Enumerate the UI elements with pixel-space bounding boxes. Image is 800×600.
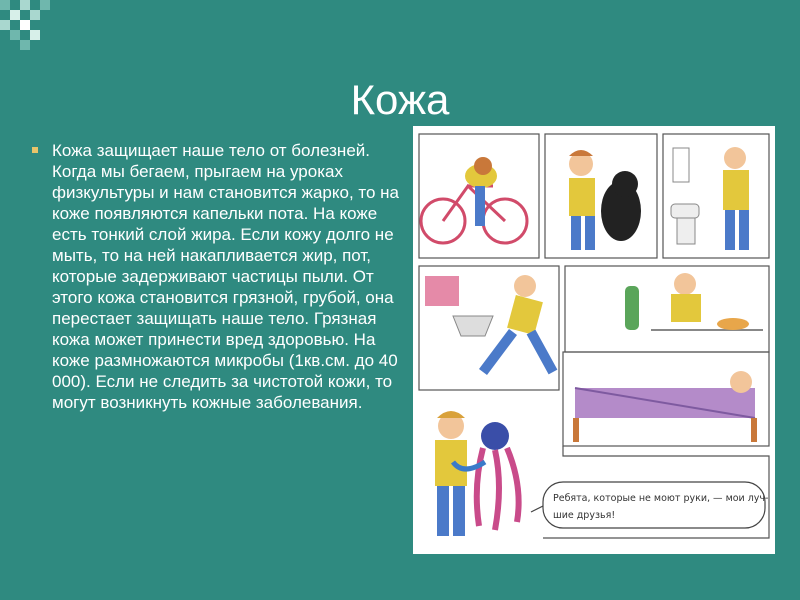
panel-sink [425,275,553,372]
bubble-caption-line-2: шие друзья! [553,510,616,521]
panel-dog [569,150,641,250]
panel-bicycle [421,157,527,243]
bubble-caption-line-1: Ребята, которые не моют руки, — мои луч- [553,493,769,504]
panel-toilet [671,147,749,250]
body-paragraph [30,140,415,413]
bullet-icon [32,147,38,153]
panel-germ [435,411,519,536]
panel-eating [625,273,763,330]
hygiene-illustration [413,126,775,554]
corner-decoration [0,0,70,60]
body-paragraph-text: Кожа защищает наше тело от болезней. Когда мы бегаем, прыгаем на уроках физкультуры и нам становится жарко, то на коже появляются капельки пота. На коже есть тонкий слой жира. Если кожу долго не мыть, то на ней накапливается жир, пот, которые задерживают частицы пыли. От этого кожа становится грязной, грубой, она перестает защищать наше тело. Грязная кожа может принести вред здоровью. На коже размножаются микробы (1кв.см. до 40 000). Если не следить за чистотой кожи, то могут возникнуть кожные заболевания. [52,141,400,412]
slide-body [30,140,415,413]
illustration-drawing [413,126,775,554]
speech-bubble [531,482,765,528]
panel-bed [573,371,757,442]
slide-title: Кожа [350,76,450,123]
